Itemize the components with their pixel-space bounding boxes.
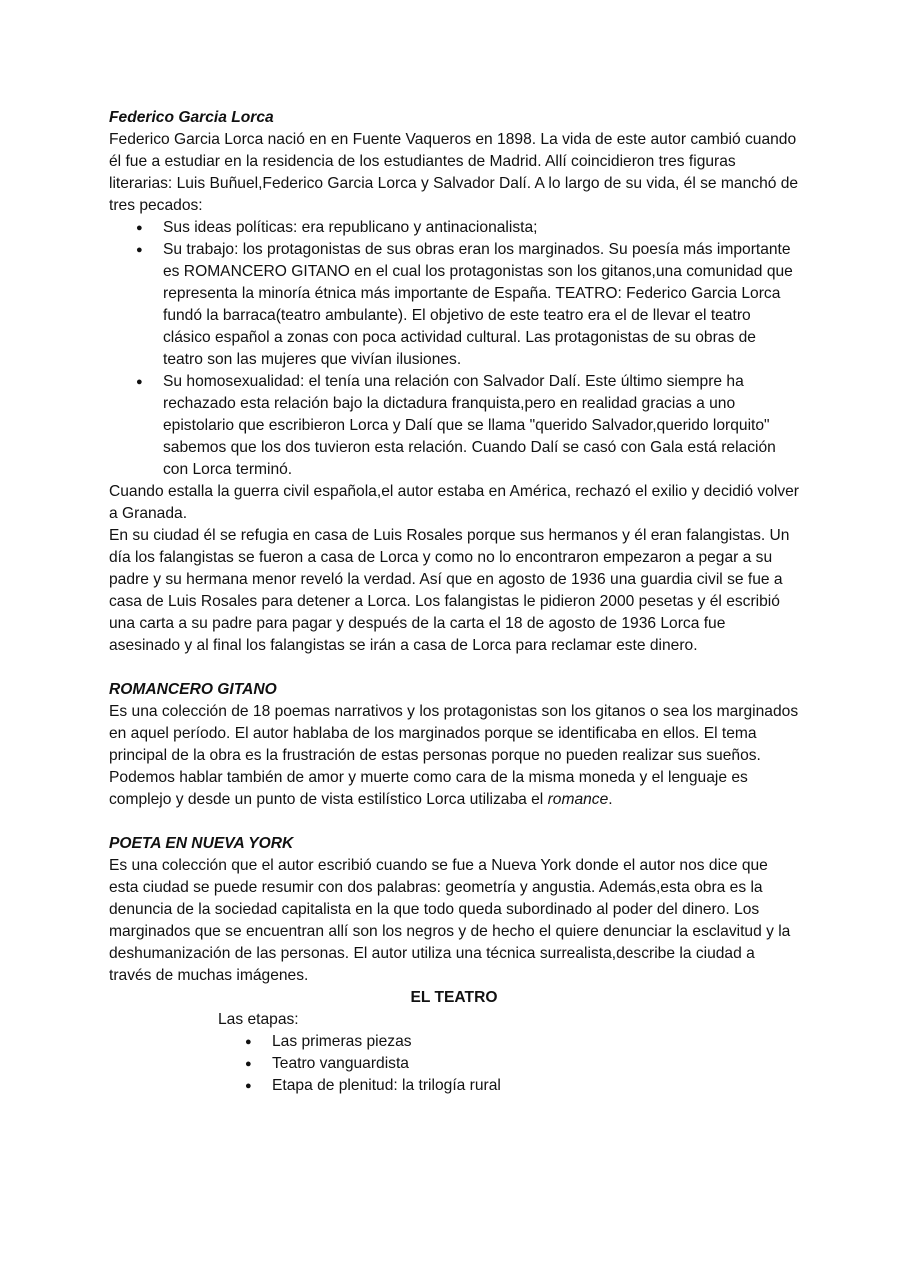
romancero-end: .: [608, 791, 613, 808]
civil-war-paragraph: Cuando estalla la guerra civil española,el autor estaba en América, rechazó el exilio y decidió volver a Granada.: [109, 483, 799, 522]
etapas-label: Las etapas:: [218, 1011, 299, 1028]
death-paragraph: En su ciudad él se refugia en casa de Luis Rosales porque sus hermanos y él eran falangistas. Un día los falangistas se fueron a casa de Lorca y como no lo encontraron empezaron a pegar a su padre y su hermana menor reveló la verdad. Así que en agosto de 1936 una guardia civil se fue a casa de Luis Rosales para detener a Lorca. Los falangistas le pidieron 2000 pesetas y él escribió una carta a su padre para pagar y después de la carta el 18 de agosto de 1936 Lorca fue asesinado y al final los falangistas se irán a casa de Lorca para reclamar este dinero.: [109, 527, 790, 654]
document-page: [109, 107, 799, 1097]
romancero-paragraph: [109, 701, 799, 811]
section-heading-lorca: Federico Garcia Lorca: [109, 109, 274, 126]
list-item: ● Sus ideas políticas: era republicano y antinacionalista;: [163, 217, 799, 239]
etapas-block: [109, 1009, 799, 1097]
spacer: [109, 657, 799, 679]
list-item: ● Su trabajo: los protagonistas de sus obras eran los marginados. Su poesía más importante es ROMANCERO GITANO en el cual los protagonistas son los gitanos,una comunidad que representa la minoría étnica más importante de España. TEATRO: Federico Garcia Lorca fundó la barraca(teatro ambulante). El objetivo de este teatro era el de llevar el teatro clásico español a zonas con poca actividad cultural. Las protagonistas de su obras de teatro son las mujeres que vivían ilusiones.: [163, 239, 799, 371]
teatro-title: EL TEATRO: [410, 989, 498, 1006]
poeta-paragraph: Es una colección que el autor escribió cuando se fue a Nueva York donde el autor nos dice que esta ciudad se puede resumir con dos palabras: geometría y angustia. Además,esta obra es la denuncia de la sociedad capitalista en la que todo queda subordinado al poder del dinero. Los marginados que se encuentran allí son los negros y de hecho el quiere denunciar la esclavitud y la deshumanización de las personas. El autor utiliza una técnica surrealista,describe la ciudad a través de muchas imágenes.: [109, 857, 791, 984]
sins-list: [109, 217, 799, 481]
section-heading-poeta: POETA EN NUEVA YORK: [109, 835, 294, 852]
etapas-list: [218, 1031, 799, 1097]
spacer: [109, 811, 799, 833]
romance-italic: romance: [547, 791, 609, 808]
romancero-text: Es una colección de 18 poemas narrativos y los protagonistas son los gitanos o sea los marginados en aquel período. El autor hablaba de los marginados porque se identificaba en ellos. El tema principal de la obra es la frustración de estas personas porque no pueden realizar sus sueños. Podemos hablar también de amor y muerte como cara de la misma moneda y el lenguaje es complejo y desde un punto de vista estilístico Lorca utilizaba el: [109, 703, 799, 808]
section-heading-romancero: ROMANCERO GITANO: [109, 681, 277, 698]
list-item: ● Las primeras piezas: [272, 1031, 799, 1053]
list-item: ● Teatro vanguardista: [272, 1053, 799, 1075]
list-item: ● Su homosexualidad: el tenía una relación con Salvador Dalí. Este último siempre ha rechazado esta relación bajo la dictadura franquista,pero en realidad gracias a uno epistolario que escribieron Lorca y Dalí que se llama "querido Salvador,querido lorquito" sabemos que los dos tuvieron esta relación. Cuando Dalí se casó con Gala está relación con Lorca terminó.: [163, 371, 799, 481]
lorca-intro-paragraph: Federico Garcia Lorca nació en en Fuente Vaqueros en 1898. La vida de este autor cambió cuando él fue a estudiar en la residencia de los estudiantes de Madrid. Allí coincidieron tres figuras literarias: Luis Buñuel,Federico Garcia Lorca y Salvador Dalí. A lo largo de su vida, él se manchó de tres pecados:: [109, 131, 799, 214]
list-item: ● Etapa de plenitud: la trilogía rural: [272, 1075, 799, 1097]
